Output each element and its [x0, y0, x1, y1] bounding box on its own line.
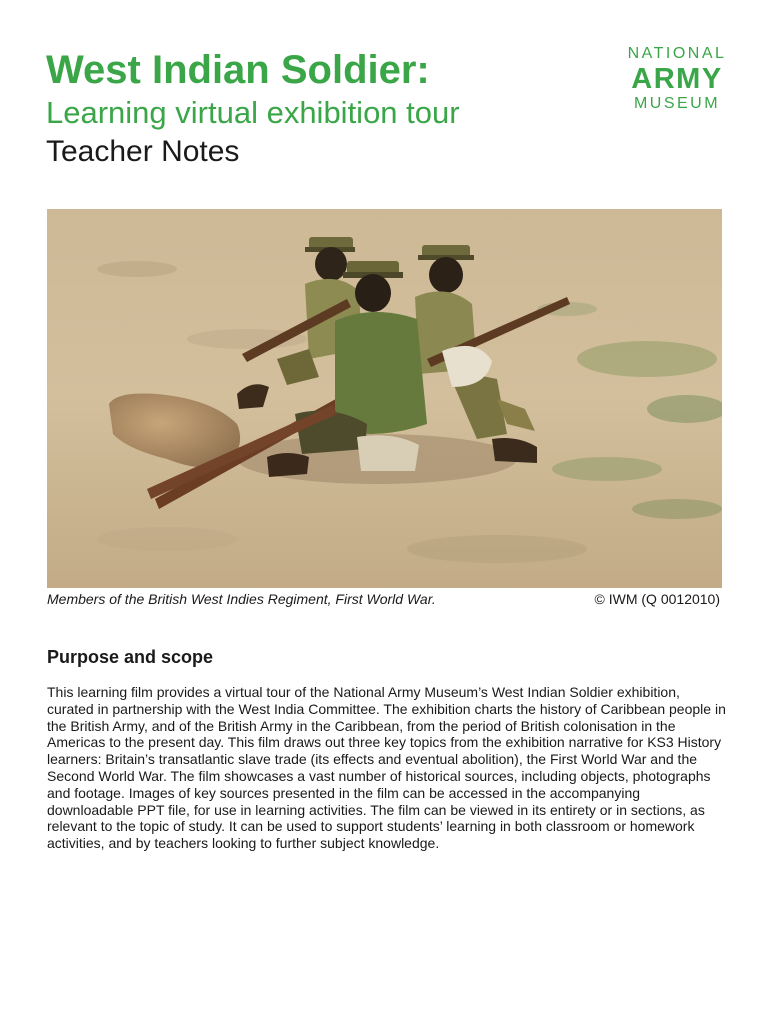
national-army-museum-logo — [618, 44, 736, 114]
document-type-heading: Teacher Notes — [46, 135, 240, 168]
section-heading: Purpose and scope — [47, 647, 214, 667]
logo-line-museum: MUSEUM — [633, 95, 721, 112]
section-body-text: This learning film provides a virtual tour of the National Army Museum’s West Indian Soldier exhibition, curated in partnership with the West India Committee. The exhibition charts the history of Caribbean people in the British Army, and of the British Army in the Caribbean, from the period of British colonisation in the Americas to the present day. This film draws out three key topics from the exhibition narrative for KS3 History learners: Britain’s transatlantic slave trade (its effects and eventual abolition), the First World War and the Second World War. The film showcases a vast number of historical sources, including objects, photographs and footage. Images of key sources presented in the film can be accessed in the accompanying downloadable PPT file, for use in learning activities. The film can be viewed in its entirety or in sections, as relevant to the topic of study. It can be used to support students’ learning in both classroom or homework activities, and by teachers looking to further subject knowledge. — [47, 684, 726, 852]
logo-line-army: ARMY — [631, 63, 723, 95]
photo-credit: © IWM (Q 0012010) — [594, 591, 720, 607]
logo-line-national: NATIONAL — [627, 45, 727, 62]
soldiers-photograph — [47, 209, 722, 588]
document-title: West Indian Soldier: — [46, 48, 430, 92]
document-subtitle: Learning virtual exhibition tour — [46, 95, 460, 130]
photo-caption: Members of the British West Indies Regiment, First World War. — [47, 591, 436, 607]
